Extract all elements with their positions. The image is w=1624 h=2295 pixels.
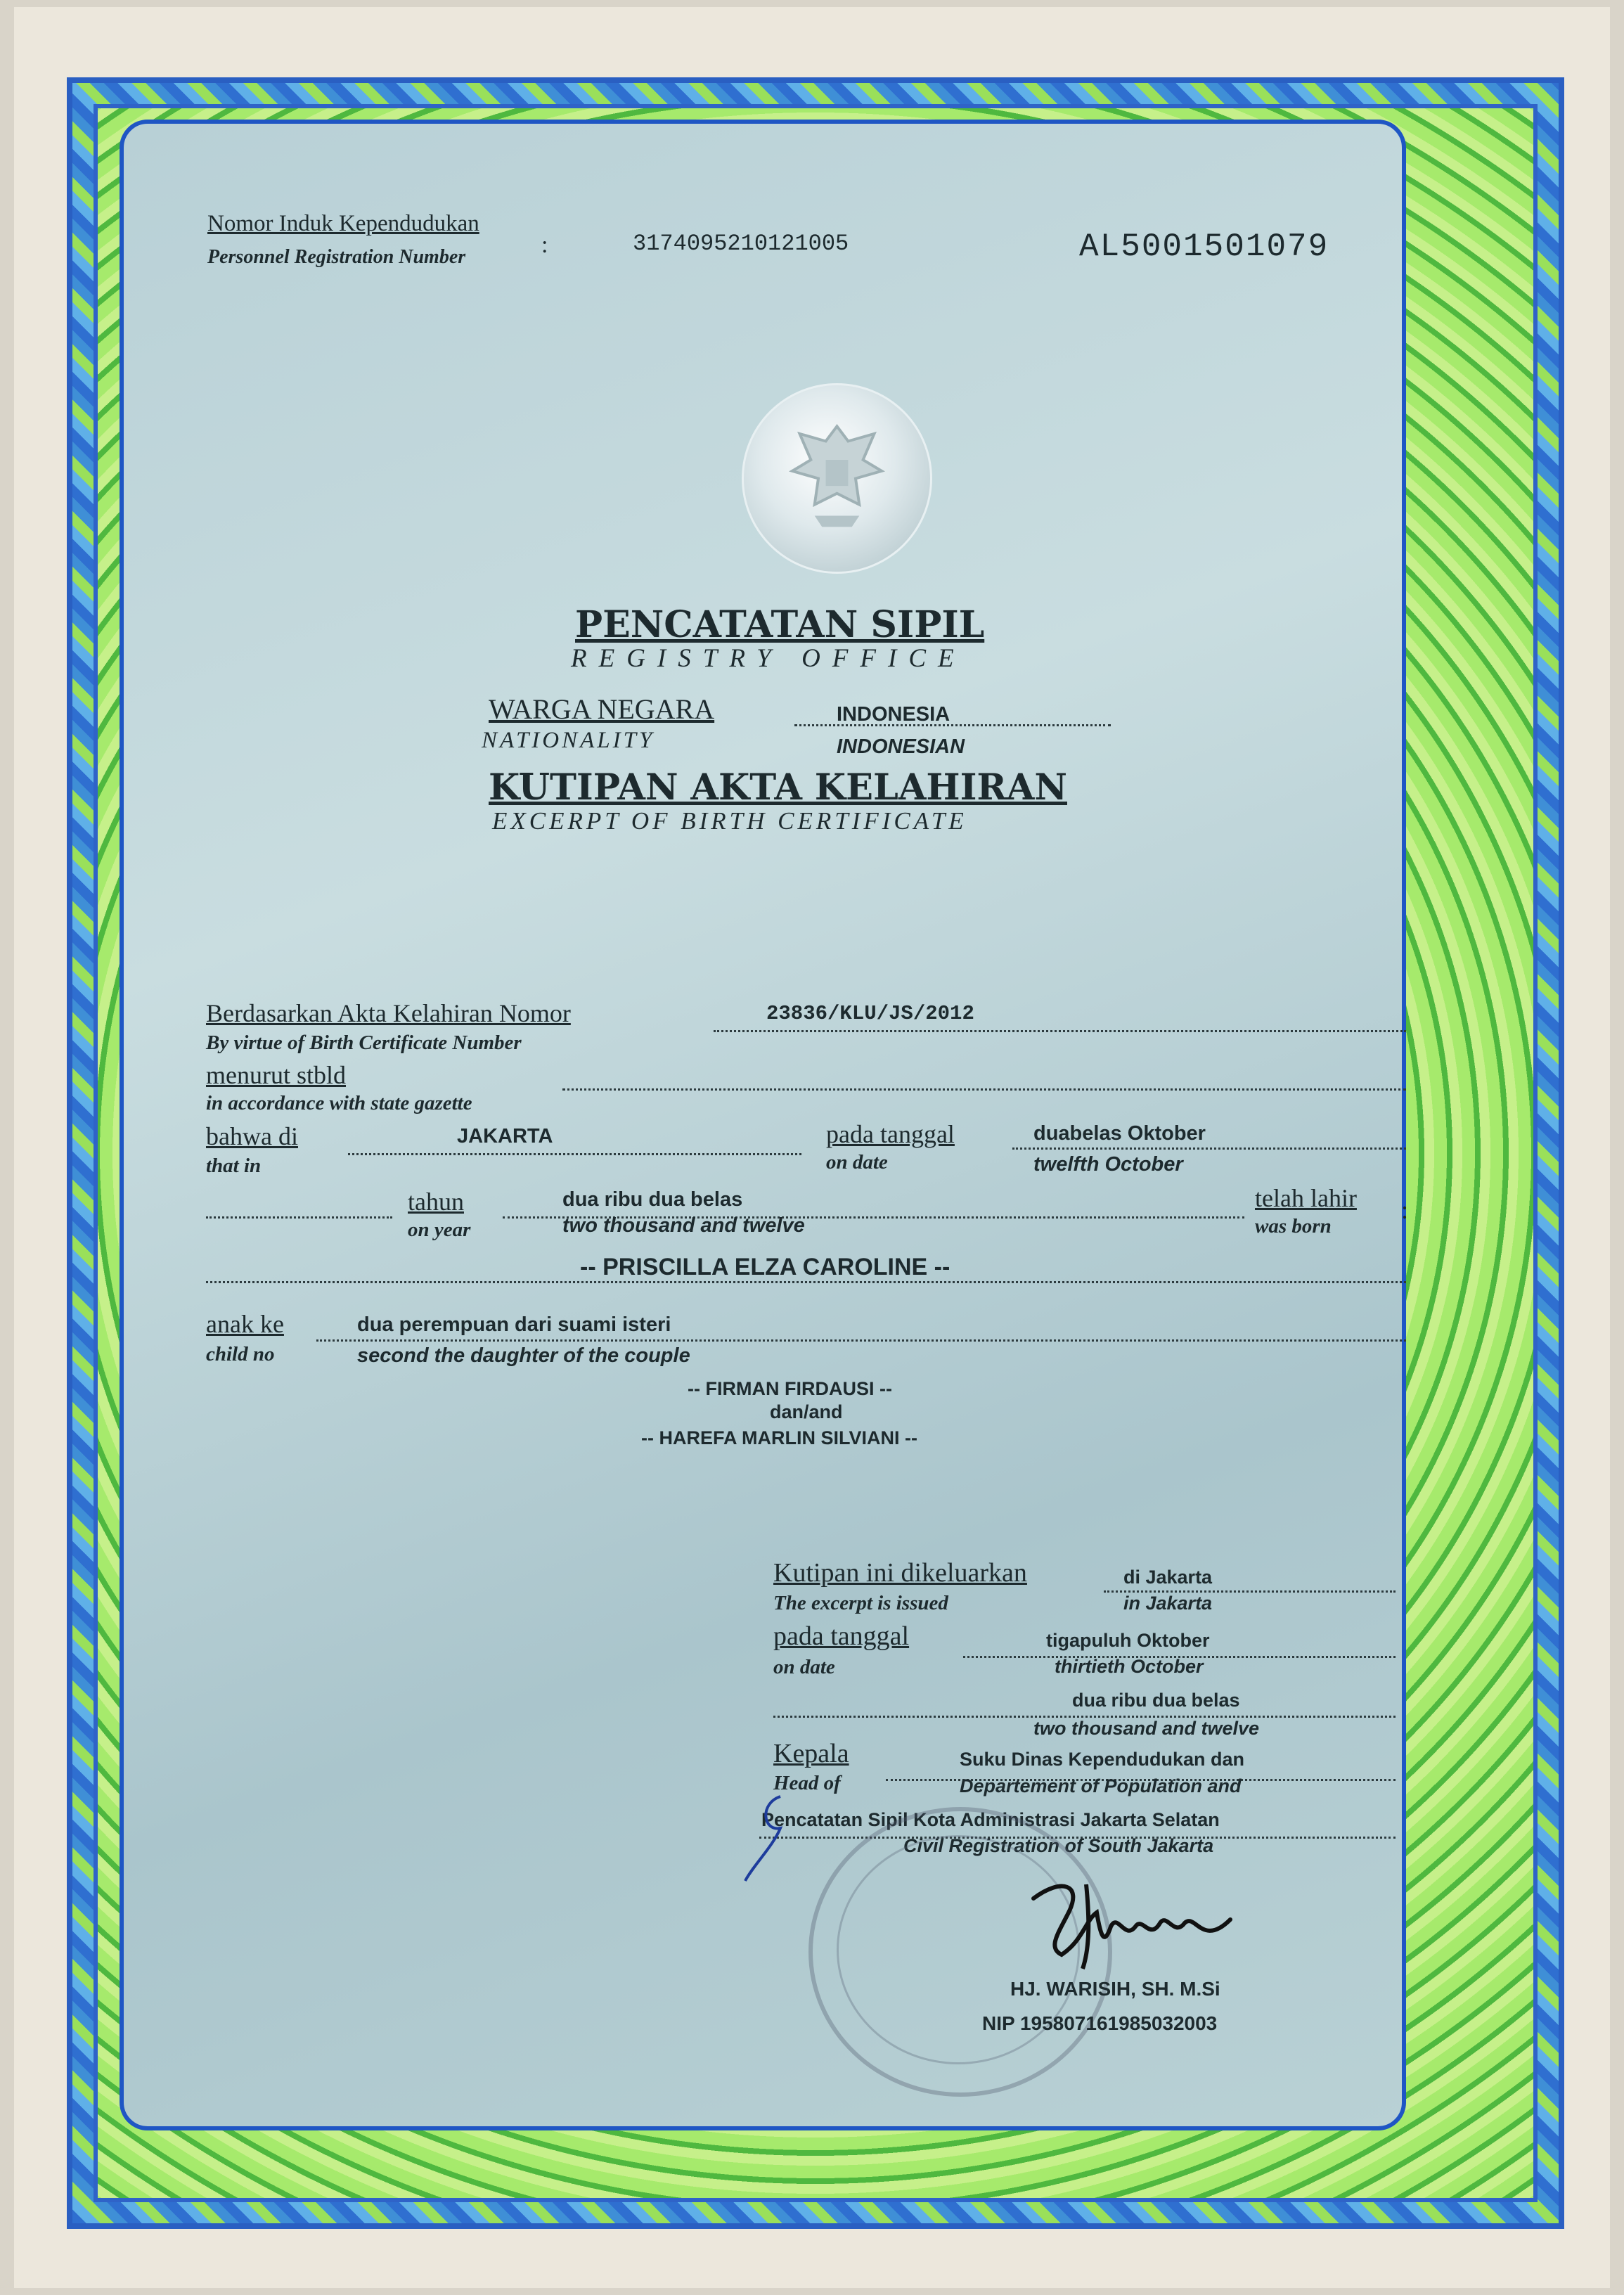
child-name: -- PRISCILLA ELZA CAROLINE -- bbox=[580, 1254, 950, 1280]
document-title-en: EXCERPT OF BIRTH CERTIFICATE bbox=[492, 807, 967, 835]
child-order-value: dua perempuan dari suami isteri bbox=[357, 1313, 671, 1336]
cert-number-value: 23836/KLU/JS/2012 bbox=[766, 1002, 974, 1025]
place-line bbox=[348, 1153, 801, 1155]
child-order-label: anak ke bbox=[206, 1310, 284, 1338]
child-order-value-en: second the daughter of the couple bbox=[357, 1344, 690, 1367]
birth-date-label: pada tanggal bbox=[826, 1120, 955, 1148]
issued-label: Kutipan ini dikeluarkan bbox=[773, 1558, 1027, 1588]
office-line-1: Suku Dinas Kependudukan dan bbox=[960, 1749, 1245, 1770]
cert-number-label: Berdasarkan Akta Kelahiran Nomor bbox=[206, 999, 571, 1027]
official-nip: NIP 195807161985032003 bbox=[982, 2012, 1218, 2034]
document-title: KUTIPAN AKTA KELAHIRAN bbox=[489, 766, 1067, 809]
office-line-2-en: Civil Registration of South Jakarta bbox=[903, 1835, 1214, 1856]
nik-label: Nomor Induk Kependudukan bbox=[207, 211, 479, 236]
issued-place: di Jakarta bbox=[1123, 1567, 1213, 1588]
signature-icon bbox=[1019, 1870, 1251, 1976]
issue-date-label: pada tanggal bbox=[773, 1621, 910, 1651]
year-label: tahun bbox=[408, 1188, 464, 1216]
issued-place-en: in Jakarta bbox=[1123, 1593, 1213, 1614]
cert-number-sublabel: By virtue of Birth Certificate Number bbox=[206, 1031, 522, 1054]
nationality-value-en: INDONESIAN bbox=[837, 735, 965, 758]
nik-value: 3174095210121005 bbox=[633, 231, 849, 257]
birth-year-value: dua ribu dua belas bbox=[562, 1188, 743, 1211]
birth-date-line bbox=[1012, 1148, 1406, 1150]
nik-colon: : bbox=[541, 232, 548, 258]
year-line-left bbox=[206, 1216, 392, 1219]
year-sublabel: on year bbox=[408, 1219, 471, 1241]
place-label: bahwa di bbox=[206, 1122, 298, 1150]
issued-sublabel: The excerpt is issued bbox=[773, 1592, 948, 1614]
nationality-sublabel: NATIONALITY bbox=[482, 728, 655, 753]
cert-number-line bbox=[714, 1030, 1406, 1032]
birth-date-value-en: twelfth October bbox=[1033, 1153, 1183, 1176]
serial-number: AL5001501079 bbox=[1079, 229, 1329, 265]
office-title-en: REGISTRY OFFICE bbox=[571, 644, 966, 673]
and-text: dan/and bbox=[770, 1401, 843, 1422]
place-value: JAKARTA bbox=[457, 1125, 553, 1148]
issue-year-value-en: two thousand and twelve bbox=[1033, 1718, 1260, 1739]
father-name: -- FIRMAN FIRDAUSI -- bbox=[688, 1378, 892, 1399]
birth-date-sublabel: on date bbox=[826, 1151, 888, 1174]
office-line-2: Pencatatan Sipil Kota Administrasi Jakarta Selatan bbox=[761, 1809, 1220, 1830]
issue-year-value: dua ribu dua belas bbox=[1072, 1690, 1240, 1711]
head-label: Kepala bbox=[773, 1739, 849, 1768]
born-label: telah lahir bbox=[1255, 1184, 1357, 1212]
head-sublabel: Head of bbox=[773, 1772, 841, 1794]
issue-date-sublabel: on date bbox=[773, 1656, 835, 1678]
initial-mark-icon bbox=[731, 1789, 794, 1888]
child-order-sublabel: child no bbox=[206, 1343, 275, 1365]
garuda-emblem-icon bbox=[742, 383, 932, 574]
born-sublabel: was born bbox=[1255, 1215, 1332, 1238]
born-colon: : bbox=[1401, 1196, 1409, 1224]
birth-date-value: duabelas Oktober bbox=[1033, 1122, 1206, 1145]
stbld-label: menurut stbld bbox=[206, 1061, 346, 1089]
birth-year-value-en: two thousand and twelve bbox=[562, 1214, 805, 1237]
stbld-line bbox=[562, 1088, 1406, 1091]
office-line-1-en: Departement of Population and bbox=[960, 1775, 1242, 1796]
nik-sublabel: Personnel Registration Number bbox=[207, 246, 466, 268]
mother-name: -- HAREFA MARLIN SILVIANI -- bbox=[641, 1427, 917, 1448]
place-sublabel: that in bbox=[206, 1155, 262, 1177]
issue-date-value: tigapuluh Oktober bbox=[1046, 1630, 1210, 1651]
child-order-line bbox=[316, 1339, 1406, 1342]
nationality-value: INDONESIA bbox=[837, 703, 950, 726]
office-title: PENCATATAN SIPIL bbox=[575, 603, 985, 646]
nationality-label: WARGA NEGARA bbox=[489, 693, 715, 725]
official-name: HJ. WARISIH, SH. M.Si bbox=[1010, 1978, 1220, 2000]
child-name-line bbox=[206, 1281, 1406, 1283]
stbld-sublabel: in accordance with state gazette bbox=[206, 1092, 472, 1114]
issue-date-value-en: thirtieth October bbox=[1055, 1656, 1204, 1677]
